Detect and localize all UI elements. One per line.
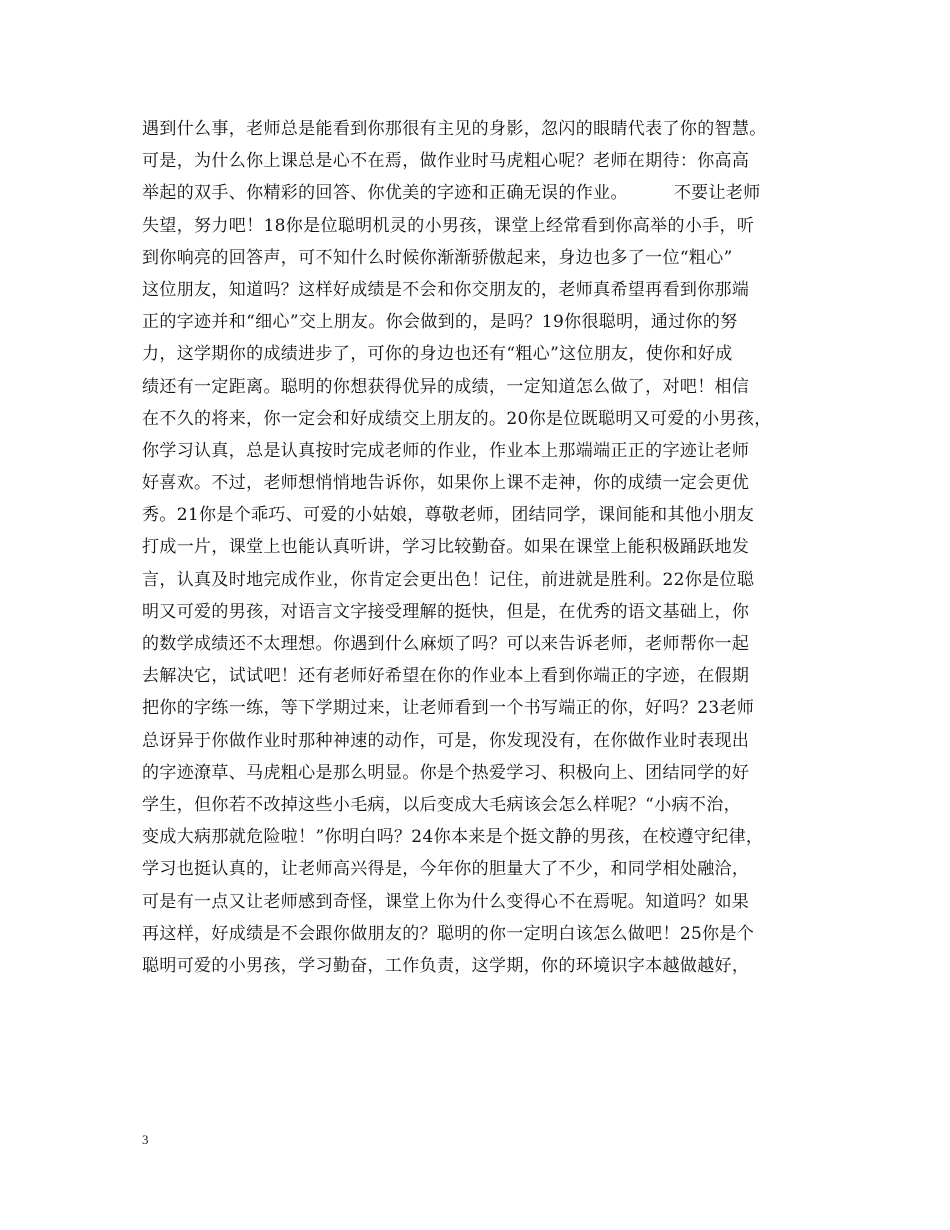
text-line: 学生，但你若不改掉这些小毛病，以后变成大毛病该会怎么样呢？“小病不治， <box>142 794 741 815</box>
text-line: 你学习认真，总是认真按时完成老师的作业，作业本上那端端正正的字迹让老师 <box>142 440 750 461</box>
text-line: 把你的字练一练，等下学期过来，让老师看到一个书写端正的你，好吗？23老师 <box>142 698 755 719</box>
text-line: 的字迹潦草、马虎粗心是那么明显。你是个热爱学习、积极向上、团结同学的好 <box>142 762 750 783</box>
text-line: 可是有一点又让老师感到奇怪，课堂上你为什么变得心不在焉呢。知道吗？如果 <box>142 891 750 912</box>
text-line: 失望，努力吧！18你是位聪明机灵的小男孩，课堂上经常看到你高举的小手，听 <box>142 215 755 236</box>
body-text <box>142 113 842 982</box>
text-line: 聪明可爱的小男孩，学习勤奋，工作负责，这学期，你的环境识字本越做越好， <box>142 955 750 976</box>
text-line: 去解决它，试试吧！还有老师好希望在你的作业本上看到你端正的字迹，在假期 <box>142 666 750 687</box>
text-line: 正的字迹并和“细心”交上朋友。你会做到的，是吗？19你很聪明，通过你的努 <box>142 312 738 333</box>
text-line: 的数学成绩还不太理想。你遇到什么麻烦了吗？可以来告诉老师，老师帮你一起 <box>142 634 750 654</box>
text-line: 变成大病那就危险啦！”你明白吗？24你本来是个挺文静的男孩，在校遵守纪律， <box>142 827 764 848</box>
text-line: 这位朋友，知道吗？这样好成绩是不会和你交朋友的，老师真希望再看到你那端 <box>142 279 750 300</box>
text-line: 在不久的将来，你一定会和好成绩交上朋友的。20你是位既聪明又可爱的小男孩， <box>142 408 772 429</box>
text-line: 好喜欢。不过，老师想悄悄地告诉你，如果你上课不走神，你的成绩一定会更优 <box>142 473 750 494</box>
text-line: 明又可爱的男孩，对语言文字接受理解的挺快，但是，在优秀的语文基础上，你 <box>142 601 750 622</box>
page-number: 3 <box>142 1132 149 1147</box>
text-line: 学习也挺认真的，让老师高兴得是，今年你的胆量大了不少，和同学相处融洽， <box>142 859 750 880</box>
text-line: 打成一片，课堂上也能认真听讲，学习比较勤奋。如果在课堂上能积极踊跃地发 <box>142 537 750 558</box>
text-line: 可是，为什么你上课总是心不在焉，做作业时马虎粗心呢？老师在期待：你高高 <box>142 151 750 172</box>
text-line: 举起的双手、你精彩的回答、你优美的字迹和正确无误的作业。 不要让老师 <box>142 183 761 204</box>
text-line: 遇到什么事，老师总是能看到你那很有主见的身影，忽闪的眼睛代表了你的智慧。 <box>142 119 767 139</box>
text-line: 总讶异于你做作业时那种神速的动作，可是，你发现没有，在你做作业时表现出 <box>142 730 750 751</box>
text-line: 力，这学期你的成绩进步了，可你的身边也还有“粗心”这位朋友，使你和好成 <box>142 344 733 365</box>
text-line: 再这样，好成绩是不会跟你做朋友的？聪明的你一定明白该怎么做吧！25你是个 <box>142 923 755 944</box>
text-line: 言，认真及时地完成作业，你肯定会更出色！记住，前进就是胜利。22你是位聪 <box>142 569 755 590</box>
text-line: 秀。21你是个乖巧、可爱的小姑娘，尊敬老师，团结同学，课间能和其他小朋友 <box>142 505 755 526</box>
text-line: 绩还有一定距离。聪明的你想获得优异的成绩，一定知道怎么做了，对吧！相信 <box>142 376 750 397</box>
text-line: 到你响亮的回答声，可不知什么时候你渐渐骄傲起来，身边也多了一位“粗心” <box>142 247 733 268</box>
